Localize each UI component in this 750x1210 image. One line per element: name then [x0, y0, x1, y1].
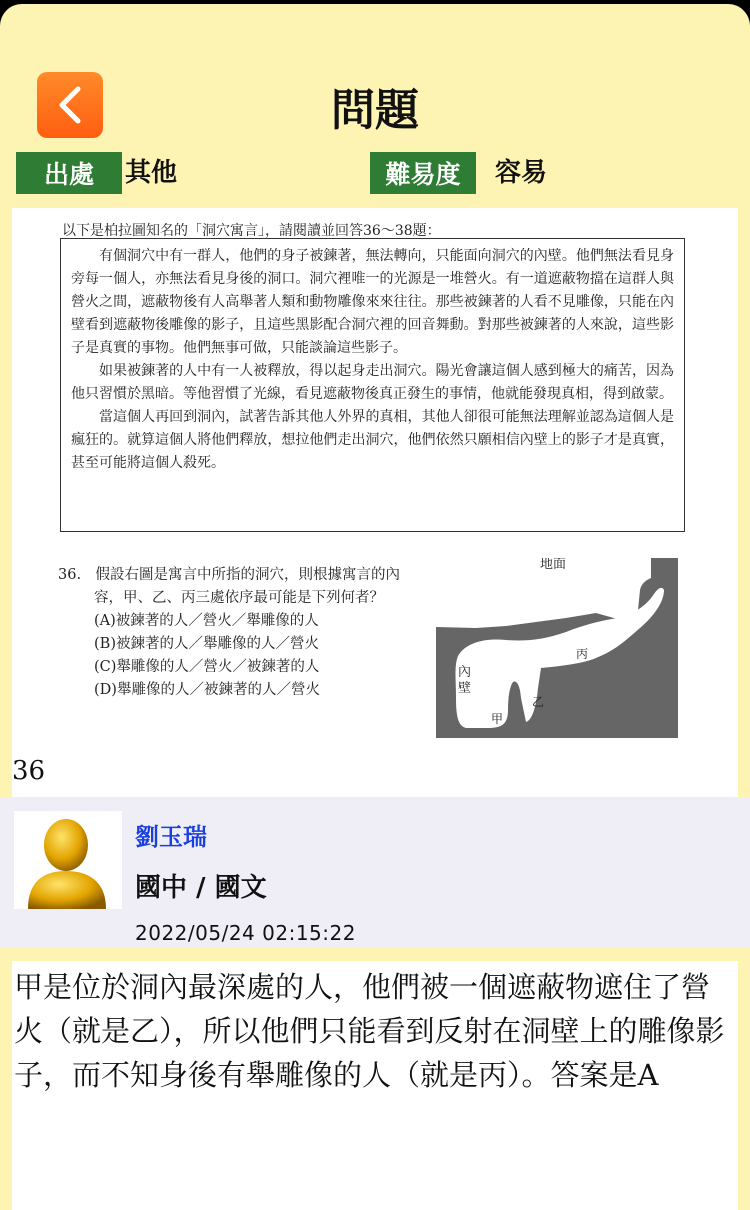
passage-paragraph: 有個洞穴中有一群人，他們的身子被鍊著，無法轉向，只能面向洞穴的內壁。他們無法看見身旁每一個人，亦無法看見身後的洞口。洞穴裡唯一的光源是一堆營火。有一道遮蔽物擋在這群人與營火之間，遮蔽物後有人高舉著人類和動物雕像來來往往。那些被鍊著的人看不見雕像，只能在內壁看到遮蔽物後雕像的影子，且這些黑影配合洞穴裡的回音舞動。對那些被鍊著的人來說，這些影子是真實的事物。他們無事可做，只能談論這些影子。 [71, 248, 674, 356]
author-name[interactable]: 劉玉瑞 [135, 823, 207, 851]
question-stem: 36. 假設右圖是寓言中所指的洞穴，則根據寓言的內容，甲、乙、丙三處依序最可能是下列何者？ [58, 567, 401, 606]
option-d: (D)舉雕像的人／被鍊著的人／營火 [94, 682, 320, 698]
difficulty-label: 難易度 [370, 152, 476, 194]
difficulty-value: 容易 [495, 158, 548, 188]
question-image [12, 208, 738, 798]
avatar [14, 811, 122, 909]
user-avatar-icon [14, 811, 122, 909]
wall-label-1: 內 [458, 665, 472, 680]
author-subtitle: 國中 / 國文 [135, 873, 267, 903]
wall-label-2: 壁 [458, 681, 472, 696]
question-text [58, 564, 418, 702]
post-timestamp: 2022/05/24 02:15:22 [135, 921, 356, 945]
passage-box [60, 238, 685, 532]
source-value: 其他 [125, 158, 178, 188]
option-a: (A)被鍊著的人／營火／舉雕像的人 [94, 613, 319, 629]
author-card [0, 797, 750, 947]
question-number: 36 [12, 756, 46, 786]
answer-text: 甲是位於洞內最深處的人，他們被一個遮蔽物遮住了營火（就是乙），所以他們只能看到反射在洞壁上的雕像影子，而不知身後有舉雕像的人（就是丙）。答案是A [12, 961, 738, 1210]
passage-paragraph: 如果被鍊著的人中有一人被釋放，得以起身走出洞穴。陽光會讓這個人感到極大的痛苦，因為他只習慣於黑暗。等他習慣了光線，看見遮蔽物後真正發生的事情，他就能發現真相，得到啟蒙。 [71, 363, 674, 402]
jia-label: 甲 [491, 712, 504, 726]
source-label: 出處 [16, 152, 122, 194]
bing-label: 丙 [576, 647, 589, 661]
cave-diagram [436, 558, 678, 738]
ground-label: 地面 [540, 558, 567, 572]
option-b: (B)被鍊著的人／舉雕像的人／營火 [94, 636, 319, 652]
app-screen [0, 4, 750, 1210]
passage-paragraph: 當這個人再回到洞內，試著告訴其他人外界的真相，其他人卻很可能無法理解並認為這個人是瘋狂的。就算這個人將他們釋放，想拉他們走出洞穴，他們依然只願相信內壁上的影子才是真實，甚至可能將這個人殺死。 [71, 409, 674, 471]
option-c: (C)舉雕像的人／營火／被鍊著的人 [94, 659, 320, 675]
page-title: 問題 [331, 85, 419, 136]
question-intro: 以下是柏拉圖知名的「洞穴寓言」，請閱讀並回答36～38題： [62, 223, 441, 239]
yi-label: 乙 [532, 695, 545, 709]
